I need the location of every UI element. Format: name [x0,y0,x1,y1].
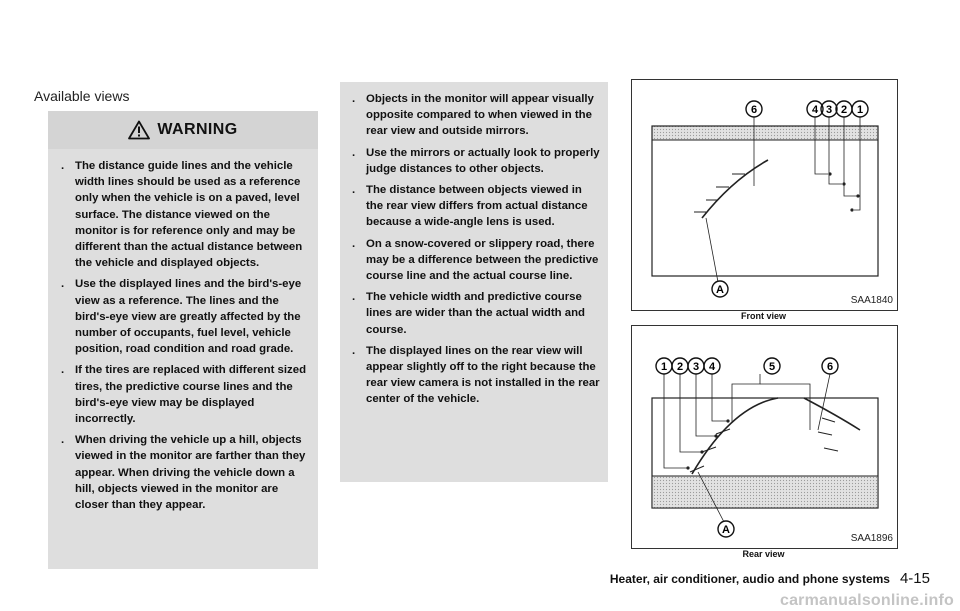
list-item: . The distance between objects viewed in the rear view differs from actual distance because a wide-angle lens is used. [352,184,588,229]
section-heading: Available views [34,88,130,104]
warning-title: WARNING [157,121,238,138]
bullet-text: Use the displayed lines and the bird's-eye view as a reference. The lines and the bird's-eye view are greatly affected by the number of occupants, fuel level, vehicle position, road condition and road grade. [75,278,302,356]
callout-label: 1 [660,361,668,373]
figure-caption: Rear view [742,549,785,559]
callout-label: 1 [856,104,864,116]
warning-bullet-list [59,158,307,518]
list-item: . The vehicle width and predictive course lines are wider than the actual width and course. [352,291,585,336]
callout-label: 6 [826,361,834,373]
figure-code: SAA1896 [850,533,893,544]
bullet-text: The vehicle width and predictive course lines are wider than the actual width and course. [366,291,585,336]
callout-label: 3 [825,104,833,116]
callout-label: A [722,524,730,536]
figure-code: SAA1840 [850,295,893,306]
chapter-title: Heater, air conditioner, audio and phone systems [609,572,890,586]
callout-label: 4 [811,104,819,116]
list-item: . On a snow-covered or slippery road, there may be a difference between the predictive course line and the actual course line. [352,237,599,283]
bullet-text: The displayed lines on the rear view will appear slightly off to the right because the rear view camera is not installed in the rear center of the vehicle. [366,344,600,406]
warning-triangle-icon [128,120,150,140]
front-view-figure [631,79,898,311]
rear-view-figure [631,325,898,549]
callout-label: 5 [768,361,776,373]
bullet-text: Objects in the monitor will appear visually opposite compared to when viewed in the rear view and outside mirrors. [366,93,594,138]
front-view-diagram [632,80,897,310]
bullet-text: On a snow-covered or slippery road, there may be a difference between the predictive course line and the actual course line. [366,237,599,283]
bullet-text: If the tires are replaced with different sized tires, the predictive course lines and the bird's-eye view may be displayed incorrectly. [75,364,307,426]
bullet-text: The distance between objects viewed in the rear view differs from actual distance because a wide-angle lens is used. [366,184,588,229]
list-item: . If the tires are replaced with different sized tires, the predictive course lines and the bird's-eye view may be displayed incorrectly. [61,364,307,426]
bullet-text: The distance guide lines and the vehicle width lines should be used as a reference only when the vehicle is on a paved, level surface. The distance viewed on the monitor is for reference only and may be different than the actual distance between the vehicle and displayed objects. [75,160,303,270]
bullet-text: When driving the vehicle up a hill, objects viewed in the monitor are farther than they appear. When driving the vehicle down a hill, objects viewed in the monitor are closer than they appear. [75,434,306,512]
watermark: carmanualsonline.info [779,592,954,609]
callout-label: A [716,284,724,296]
callout-label: 2 [840,104,848,116]
rear-view-diagram [632,326,897,548]
list-item: . Use the mirrors or actually look to properly judge distances to other objects. [352,146,600,175]
page-footer [610,570,930,587]
callout-label: 2 [676,361,684,373]
list-item: . Use the displayed lines and the bird's-eye view as a reference. The lines and the bird's-eye view are greatly affected by the number of occupants, fuel level, vehicle position, road condition and road grade. [61,278,302,356]
list-item: . Objects in the monitor will appear visually opposite compared to when viewed in the rear view and outside mirrors. [352,93,594,138]
list-item: . The displayed lines on the rear view will appear slightly off to the right because the rear view camera is not installed in the rear center of the vehicle. [352,344,600,406]
bullet-text: Use the mirrors or actually look to properly judge distances to other objects. [366,146,600,175]
warning-header [48,111,318,149]
callout-label: 6 [750,104,758,116]
callout-label: 3 [692,361,700,373]
warning-continued-list [350,91,600,413]
page-number: 4-15 [899,570,930,587]
figure-caption: Front view [740,311,786,321]
list-item: . The distance guide lines and the vehicle width lines should be used as a reference only when the vehicle is on a paved, level surface. The distance viewed on the monitor is for reference only and may be different than the actual distance between the vehicle and displayed objects. [61,160,303,270]
callout-label: 4 [708,361,716,373]
list-item: . When driving the vehicle up a hill, objects viewed in the monitor are farther than they appear. When driving the vehicle down a hill, objects viewed in the monitor are closer than they appear. [61,434,306,512]
